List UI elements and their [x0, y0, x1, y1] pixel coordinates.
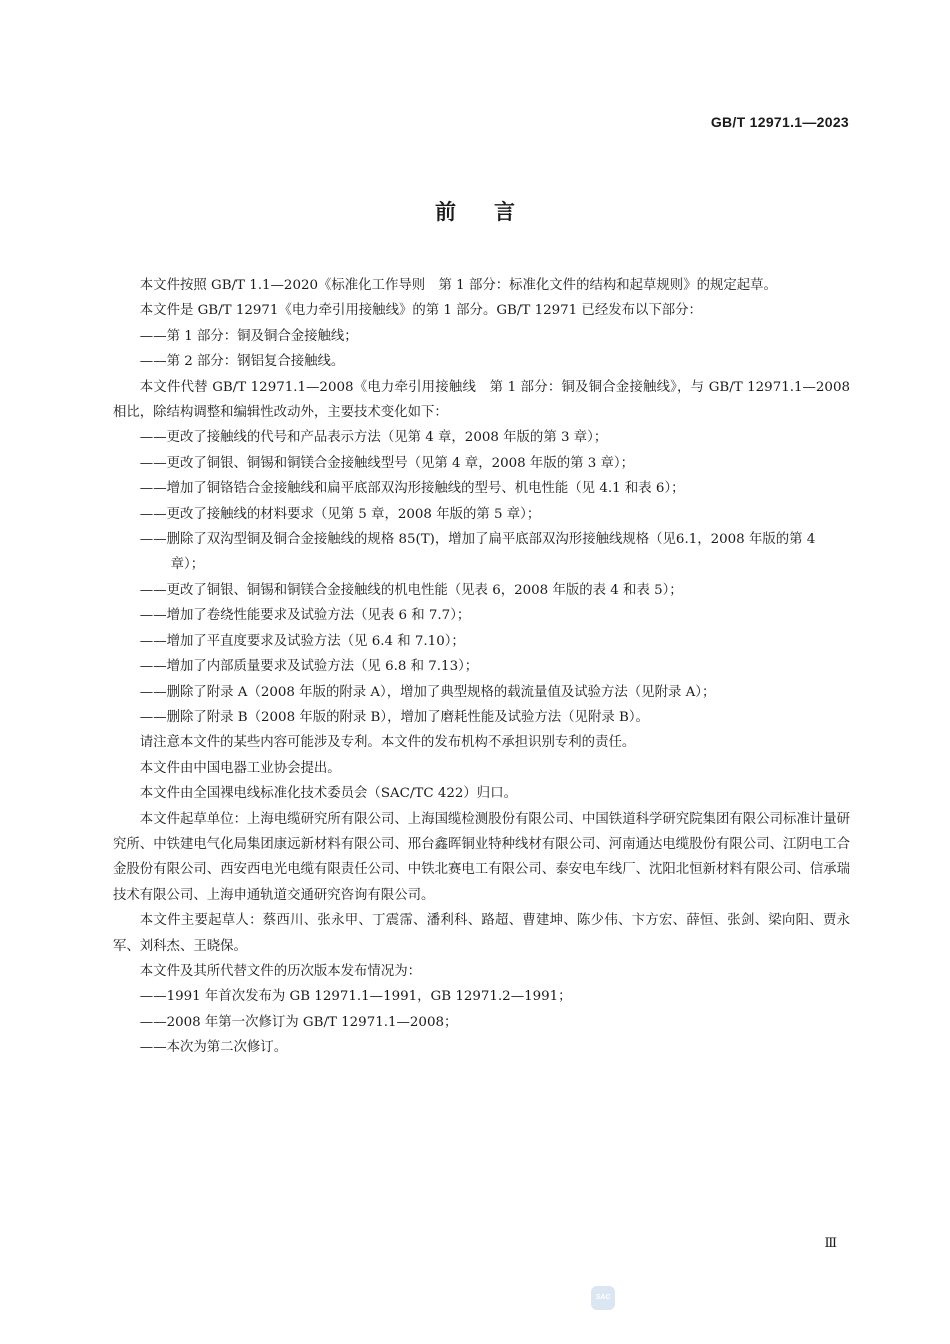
paragraph: 本文件主要起草人：蔡西川、张永甲、丁震霈、潘利科、路超、曹建坤、陈少伟、卞方宏、薛恒、张剑、梁向阳、贾永军、刘科杰、王晓保。 [113, 913, 850, 954]
paragraph: 本文件由中国电器工业协会提出。 [139, 760, 341, 776]
list-item: ——本次为第二次修订。 [139, 1040, 288, 1056]
list-item: ——更改了接触线的材料要求（见第 5 章，2008 年版的第 5 章）； [139, 506, 541, 522]
page-title: 前言 [435, 200, 553, 224]
list-item: ——增加了内部质量要求及试验方法（见 6.8 和 7.13）； [139, 659, 479, 675]
list-item: ——更改了铜银、铜锡和铜镁合金接触线型号（见第 4 章，2008 年版的第 3 章）； [139, 455, 634, 471]
list-item: ——2008 年第一次修订为 GB/T 12971.1—2008； [139, 1014, 458, 1030]
standard-code: GB/T 12971.1—2023 [710, 114, 849, 130]
document-body [113, 273, 850, 1061]
list-item: ——删除了附录 A（2008 年版的附录 A），增加了典型规格的载流量值及试验方法（见附录 A）； [139, 684, 716, 700]
paragraph: 本文件是 GB/T 12971《电力牵引用接触线》的第 1 部分。GB/T 12971 已经发布以下部分： [139, 303, 702, 319]
paragraph: 本文件由全国裸电线标准化技术委员会（SAC/TC 422）归口。 [139, 786, 517, 802]
paragraph: 请注意本文件的某些内容可能涉及专利。本文件的发布机构不承担识别专利的责任。 [139, 735, 636, 751]
list-item: ——更改了铜银、铜锡和铜镁合金接触线的机电性能（见表 6，2008 年版的表 4 和表 5）； [139, 582, 683, 598]
list-item: ——删除了双沟型铜及铜合金接触线的规格 85(T)，增加了扁平底部双沟形接触线规格（见6.1，2008 年版的第 4 章）； [139, 532, 816, 573]
paragraph: 本文件代替 GB/T 12971.1—2008《电力牵引用接触线 第 1 部分：铜及铜合金接触线》，与 GB/T 12971.1—2008 相比，除结构调整和编辑性改动外，主要技术变化如下： [113, 379, 850, 421]
paragraph: 本文件及其所代替文件的历次版本发布情况为： [139, 963, 421, 979]
paragraph: 本文件起草单位：上海电缆研究所有限公司、上海国缆检测股份有限公司、中国铁道科学研究院集团有限公司标准计量研究所、中铁建电气化局集团康远新材料有限公司、邢台鑫晖铜业特种线材有限公司、河南通达电缆股份有限公司、江阴电工合金股份有限公司、西安西电光电缆有限责任公司、中铁北赛电工有限公司、泰安电车线厂、沈阳北恒新材料有限公司、信承瑞技术有限公司、上海申通轨道交通研究咨询有限公司。 [113, 811, 850, 903]
paragraph: 本文件按照 GB/T 1.1—2020《标准化工作导则 第 1 部分：标准化文件的结构和起草规则》的规定起草。 [139, 278, 777, 293]
list-item: ——第 1 部分：铜及铜合金接触线； [139, 328, 358, 344]
list-item: ——增加了卷绕性能要求及试验方法（见表 6 和 7.7）； [139, 608, 471, 624]
list-item: ——增加了平直度要求及试验方法（见 6.4 和 7.10）； [139, 633, 465, 649]
sac-watermark-logo: SAC [591, 1286, 615, 1310]
list-item: ——1991 年首次发布为 GB 12971.1—1991，GB 12971.2—1991； [139, 989, 572, 1005]
list-item: ——第 2 部分：钢铝复合接触线。 [139, 354, 345, 370]
page-number: Ⅲ [824, 1236, 837, 1251]
list-item: ——更改了接触线的代号和产品表示方法（见第 4 章，2008 年版的第 3 章）； [139, 430, 608, 446]
list-item: ——删除了附录 B（2008 年版的附录 B），增加了磨耗性能及试验方法（见附录 B）。 [139, 709, 649, 725]
list-item: ——增加了铜铬锆合金接触线和扁平底部双沟形接触线的型号、机电性能（见 4.1 和表 6）； [139, 481, 685, 497]
